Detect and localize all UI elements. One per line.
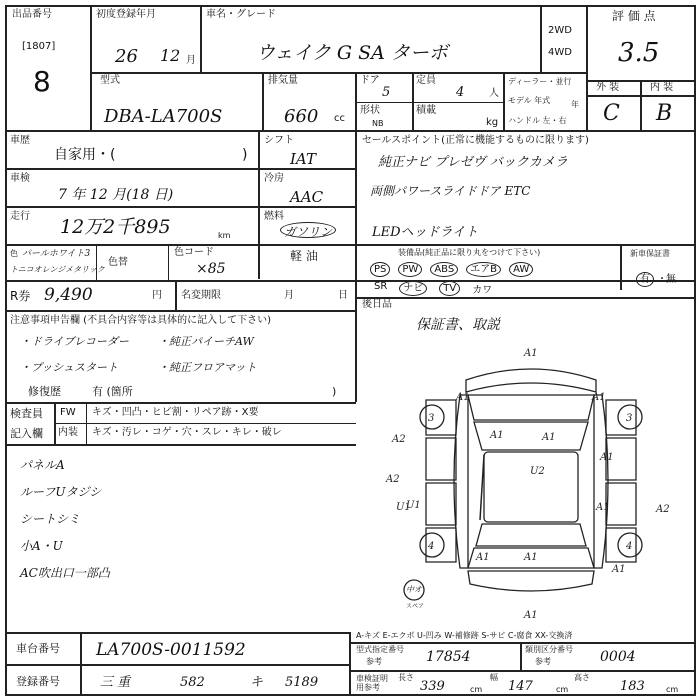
- plate-region: 三 重: [100, 675, 131, 690]
- history-close: ): [242, 147, 248, 163]
- load-label: 積載: [416, 105, 436, 116]
- color-line1: パールホワイト3: [22, 249, 91, 259]
- class-no-label: 類別区分番号: [525, 645, 573, 654]
- damage-legend: A-キズ E-エクボ U-凹み W-補修跡 S-サビ C-腐食 XX-交換済: [356, 631, 573, 640]
- class-no-value: 0004: [600, 649, 636, 665]
- damage-mark: U1: [406, 500, 421, 511]
- aircon-label: 冷房: [264, 173, 284, 184]
- equipment-row-2: [374, 281, 492, 296]
- height-value: 183: [620, 679, 645, 694]
- plate-label: 登録番号: [16, 675, 60, 688]
- name-change-month: 月: [284, 290, 294, 301]
- mileage-unit: km: [218, 231, 231, 240]
- rule: [540, 5, 542, 73]
- model-value: DBA-LA700S: [104, 106, 223, 127]
- note-2: ・純正パイーチAW: [158, 335, 254, 348]
- repair-close: ): [332, 385, 337, 398]
- inspector-label-1: 検査員: [10, 407, 43, 420]
- repair-value: 有 (箇所: [92, 385, 133, 398]
- capacity-unit: 人: [489, 88, 499, 99]
- name-change-day: 日: [338, 290, 348, 301]
- equip-sr: SR: [374, 281, 388, 292]
- fuel-diesel: 軽 油: [290, 249, 318, 263]
- equip-abs: ABS: [430, 262, 458, 277]
- type-no-sub: 参考: [366, 657, 382, 666]
- displacement-unit: cc: [334, 113, 345, 124]
- plate-class: 582: [180, 675, 205, 690]
- later-value: 保証書、取説: [416, 317, 500, 333]
- height-unit: cm: [666, 685, 679, 694]
- handwritten-line: ルーフUタジシ: [20, 485, 102, 499]
- handwritten-line: AC吹出口一部凸: [20, 566, 110, 580]
- recycle-label: R券: [10, 289, 31, 303]
- load-unit: kg: [486, 117, 499, 128]
- carname-label: 車名・グレード: [206, 9, 276, 20]
- door-value: 5: [382, 85, 391, 100]
- attention-label: 注意事項申告欄 (不具合内容等は具体的に記入して下さい): [10, 315, 271, 326]
- plate-number: 5189: [285, 675, 319, 690]
- handle-label: ハンドル 左・右: [508, 116, 567, 125]
- history-value: 自家用・(: [54, 147, 116, 163]
- rule: [355, 102, 503, 103]
- damage-mark: A2: [386, 474, 400, 485]
- tire-mark: 4: [428, 541, 435, 552]
- note-3: ・プッシュスタート: [20, 361, 119, 374]
- color-code-label: 色コード: [174, 247, 214, 258]
- rule: [80, 632, 82, 696]
- rule: [86, 402, 87, 444]
- damage-mark: A1: [490, 430, 504, 441]
- rule: [5, 444, 356, 446]
- equip-leather: カワ: [472, 285, 493, 296]
- mileage-value: 12万2千895: [60, 216, 171, 238]
- note-4: ・純正フロアマット: [158, 361, 257, 374]
- rule: [412, 72, 414, 130]
- handwritten-notes: [20, 456, 110, 591]
- repair-label: 修復歴: [28, 385, 61, 398]
- rule: [262, 72, 264, 130]
- lot-label: 出品番号: [12, 9, 52, 20]
- rule: [168, 244, 169, 280]
- fw-items: キズ・凹凸・ヒビ割・リペア跡・X要: [92, 407, 259, 418]
- rule: [355, 72, 357, 130]
- carname-value: ウェイク G SA ターボ: [256, 42, 448, 64]
- name-change-label: 名変期限: [181, 290, 221, 301]
- equip-ps: PS: [370, 262, 390, 277]
- handwritten-line: シートシミ: [20, 512, 81, 526]
- damage-mark: A1: [524, 610, 538, 621]
- rule: [5, 168, 355, 170]
- door-label: ドア: [360, 75, 380, 86]
- color-label: 色: [10, 249, 18, 258]
- damage-mark: A1: [596, 502, 610, 513]
- damage-mark: U2: [530, 466, 545, 477]
- rule: [503, 72, 505, 130]
- rule: [620, 244, 622, 290]
- sales-point-2: 両側パワースライドドア ETC: [370, 184, 531, 198]
- rule: [355, 297, 696, 299]
- first-reg-month: 12: [160, 46, 181, 65]
- month-unit: 月: [186, 55, 196, 66]
- inspector-label-2: 記入欄: [10, 427, 43, 440]
- tire-mark: 3: [626, 413, 633, 424]
- damage-mark: A1: [612, 564, 626, 575]
- type-no-value: 17854: [426, 649, 471, 665]
- exterior-label: 外 装: [596, 82, 620, 93]
- rule: [640, 80, 642, 130]
- warranty-label: 新車保証書: [630, 249, 670, 258]
- cert-label: 車検証明用参考: [356, 674, 388, 692]
- damage-mark: A1: [542, 432, 556, 443]
- sales-point-1: 純正ナビ プレゼヴ バックカメラ: [378, 155, 568, 170]
- score-value: 3.5: [618, 38, 660, 68]
- interior-grade: B: [656, 101, 673, 126]
- rule: [90, 72, 586, 74]
- fuel-gas: ガソリン: [284, 225, 333, 239]
- rule: [5, 310, 355, 312]
- rule: [5, 244, 696, 246]
- length-label: 長さ: [398, 673, 414, 682]
- rule: [5, 632, 349, 634]
- warranty-yes: 有: [636, 272, 654, 287]
- rule: [355, 132, 357, 244]
- score-label: 評 価 点: [612, 9, 656, 23]
- chassis-value: LA700S-0011592: [96, 640, 246, 660]
- height-label: 高さ: [574, 673, 590, 682]
- warranty-separator: ・: [657, 274, 667, 285]
- lot-code: [1807]: [22, 41, 56, 52]
- interior-label: 内装: [58, 427, 78, 438]
- damage-mark: A1: [600, 452, 614, 463]
- rule: [54, 423, 356, 424]
- sales-point-3: LEDヘッドライト: [372, 225, 479, 240]
- equip-navi: ナビ: [399, 281, 427, 296]
- displacement-label: 排気量: [268, 75, 298, 86]
- warranty-no: 無: [666, 274, 676, 285]
- lot-number: 8: [33, 65, 51, 98]
- rule: [5, 402, 356, 404]
- length-value: 339: [420, 679, 445, 694]
- tire-mark: 3: [428, 413, 435, 424]
- drive-2wd: 2WD: [548, 25, 572, 36]
- exterior-grade: C: [603, 101, 620, 126]
- damage-mark: U1: [396, 502, 411, 513]
- damage-mark: A1: [476, 552, 490, 563]
- rule: [200, 5, 202, 73]
- drive-4wd: 4WD: [548, 47, 572, 58]
- later-label: 後日品: [362, 299, 392, 310]
- rule: [90, 5, 92, 130]
- equip-airbag: エアB: [466, 262, 501, 277]
- year-unit: 年: [571, 100, 579, 109]
- capacity-label: 定員: [416, 75, 436, 86]
- rule: [5, 206, 355, 208]
- note-1: ・ドライブレコーダー: [20, 335, 129, 348]
- model-year-label: モデル 年式: [508, 96, 551, 105]
- rule: [586, 5, 588, 130]
- fuel-label: 燃料: [264, 211, 284, 222]
- color-line2: トニコオレンジメタリック: [10, 265, 105, 274]
- rule: [350, 642, 696, 644]
- width-label: 幅: [490, 673, 498, 682]
- rule: [5, 280, 696, 282]
- color-change-label: 色替: [108, 257, 128, 268]
- width-unit: cm: [556, 685, 569, 694]
- rule: [5, 664, 349, 666]
- damage-mark: A2: [392, 434, 406, 445]
- spare-mark: 中オ: [406, 585, 422, 594]
- damage-mark: A2: [656, 504, 670, 515]
- equip-aw: AW: [509, 262, 533, 277]
- damage-mark: A1: [524, 348, 538, 359]
- fw-label: FW: [60, 407, 76, 418]
- dealer-label: ディーラー・並行: [508, 77, 572, 86]
- equipment-label: 装備品(純正品に限り丸をつけて下さい): [398, 248, 541, 257]
- rule: [520, 642, 522, 670]
- shape-value: NB: [372, 119, 384, 128]
- inspection-value: 7 年 12 月(18 日): [58, 187, 174, 203]
- rule: [5, 130, 696, 132]
- recycle-unit: 円: [152, 290, 162, 301]
- color-code-value: ×85: [196, 261, 226, 277]
- rule: [96, 244, 97, 280]
- recycle-value: 9,490: [44, 285, 93, 305]
- fuel-gas-circle: [280, 222, 336, 238]
- interior-label: 内 装: [650, 82, 674, 93]
- inspection-label: 車検: [10, 173, 30, 184]
- sales-points-label: セールスポイント(正常に機能するものに限ります): [362, 135, 589, 146]
- type-no-label: 型式指定番号: [356, 645, 404, 654]
- chassis-label: 車台番号: [16, 642, 60, 655]
- equip-tv: TV: [439, 281, 460, 296]
- damage-mark: A1: [524, 552, 538, 563]
- first-reg-label: 初度登録年月: [96, 9, 156, 20]
- plate-kana: キ: [250, 675, 264, 690]
- displacement-value: 660: [284, 106, 319, 127]
- damage-mark: A1: [456, 392, 470, 403]
- aircon-value: AAC: [290, 188, 324, 206]
- class-no-sub: 参考: [535, 657, 551, 666]
- capacity-value: 4: [456, 85, 465, 100]
- first-reg-year: 26: [115, 46, 138, 67]
- shift-label: シフト: [264, 135, 294, 146]
- car-diagram: [356, 340, 696, 630]
- rule: [175, 280, 177, 310]
- width-value: 147: [508, 679, 533, 694]
- rule: [350, 670, 696, 672]
- shift-value: IAT: [290, 150, 316, 168]
- handwritten-line: パネルA: [20, 458, 65, 472]
- mileage-label: 走行: [10, 211, 30, 222]
- history-label: 車歴: [10, 135, 30, 146]
- spare-label: スペア: [406, 603, 425, 610]
- length-unit: cm: [470, 685, 483, 694]
- interior-items: キズ・汚レ・コゲ・穴・スレ・キレ・破レ: [92, 427, 282, 438]
- shape-label: 形状: [360, 105, 380, 116]
- equip-pw: PW: [398, 262, 422, 277]
- handwritten-line: 小A・U: [20, 539, 63, 553]
- tire-mark: 4: [626, 541, 633, 552]
- model-label: 型式: [100, 75, 120, 86]
- damage-mark: A1: [592, 392, 606, 403]
- equipment-row-1: [370, 262, 533, 277]
